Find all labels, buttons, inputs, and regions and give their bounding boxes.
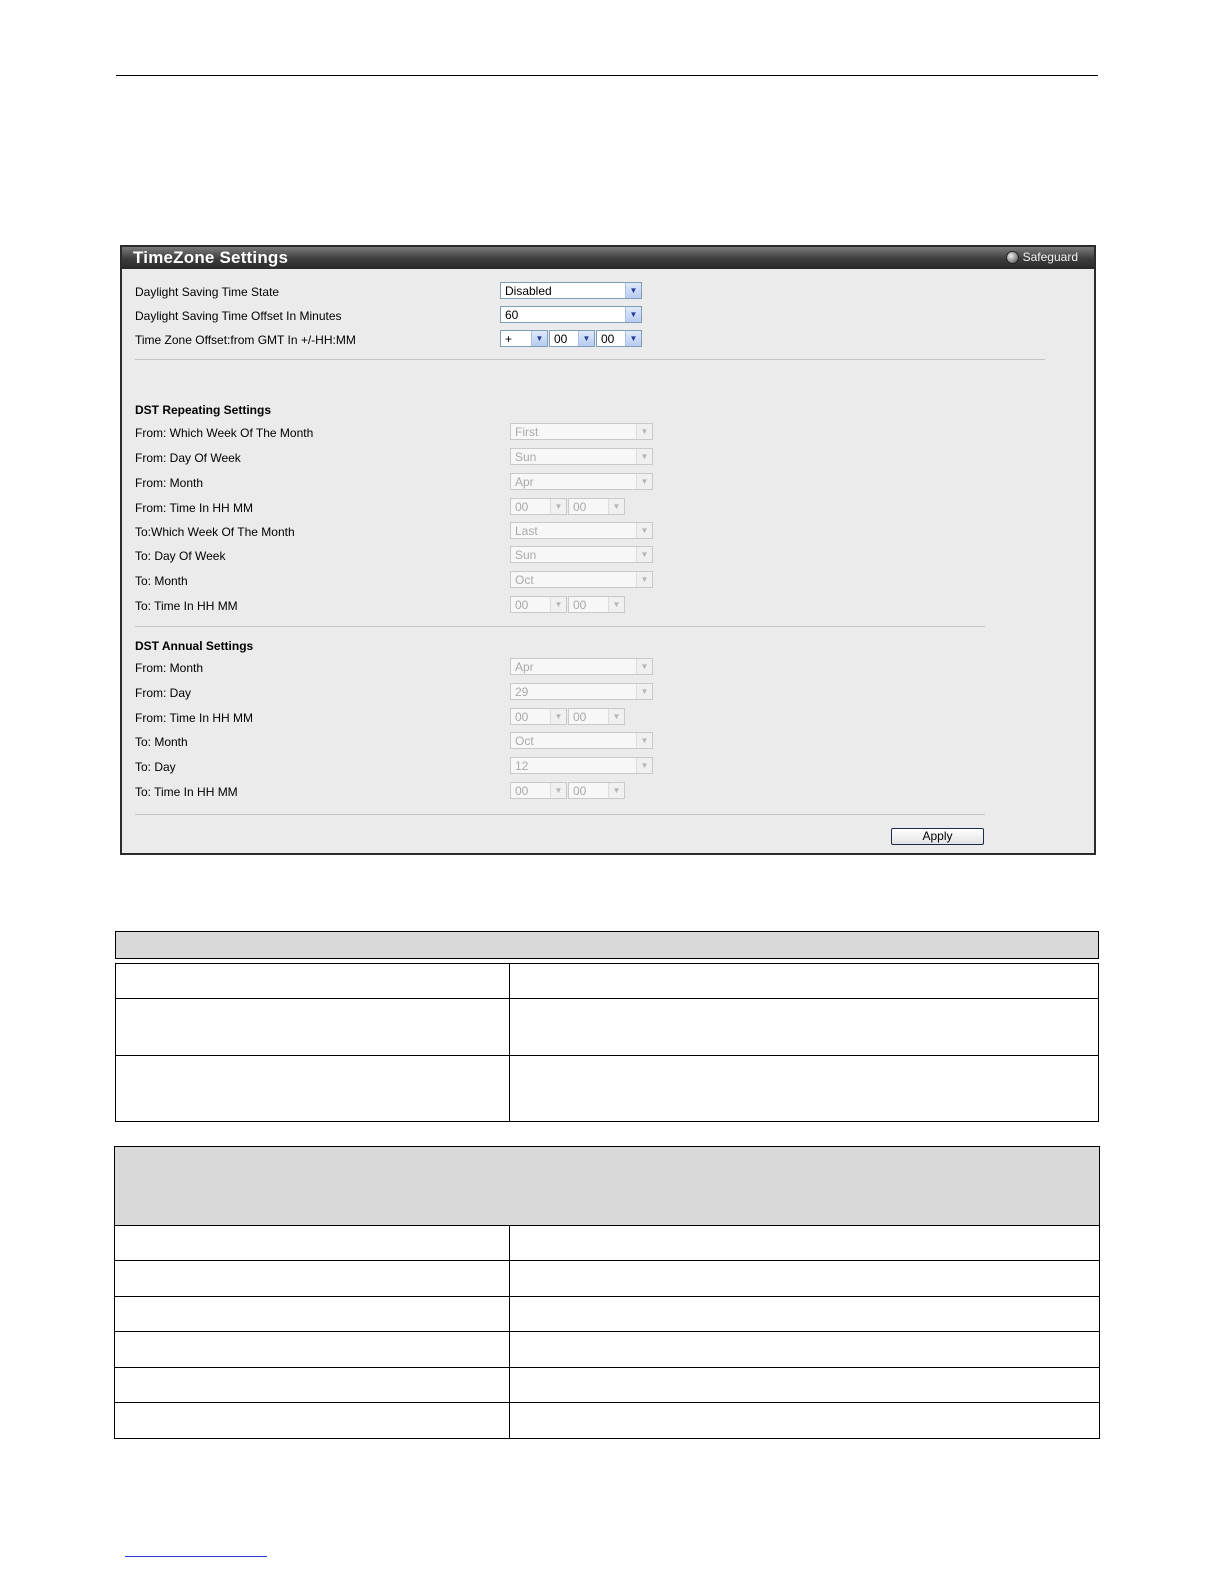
panel-header: [122, 247, 1094, 269]
tz-sign-value: +: [505, 332, 513, 346]
dst-offset-select[interactable]: [500, 306, 642, 323]
ann-from-mm-value: 00: [573, 710, 587, 724]
table-cell: [116, 964, 510, 999]
rep-to-month-value: Oct: [515, 573, 534, 587]
parameter-table-1: [115, 931, 1099, 1122]
rep-to-mm-value: 00: [573, 598, 587, 612]
rep-from-month-select[interactable]: [510, 473, 653, 490]
chevron-down-icon[interactable]: ▼: [636, 523, 652, 538]
table-cell: [510, 1403, 1100, 1439]
table-cell: [510, 1368, 1100, 1403]
table-cell: [510, 999, 1099, 1056]
rep-to-hh-value: 00: [515, 598, 529, 612]
chevron-down-icon[interactable]: ▼: [636, 474, 652, 489]
rep-from-day-label: From: Day Of Week: [135, 451, 241, 465]
rep-from-hh-select[interactable]: [510, 498, 567, 515]
ann-from-hh-value: 00: [515, 710, 529, 724]
table-cell: [115, 1226, 510, 1261]
chevron-down-icon[interactable]: ▼: [608, 597, 624, 612]
table-cell: [115, 1368, 510, 1403]
ann-to-month-label: To: Month: [135, 735, 188, 749]
dst-state-select[interactable]: [500, 282, 642, 299]
ann-to-hh-value: 00: [515, 784, 529, 798]
page-top-rule: [116, 75, 1098, 76]
chevron-down-icon[interactable]: ▼: [578, 331, 594, 346]
rep-to-week-label: To:Which Week Of The Month: [135, 525, 295, 539]
rep-to-time-label: To: Time In HH MM: [135, 599, 238, 613]
dst-offset-value: 60: [505, 308, 519, 322]
chevron-down-icon[interactable]: ▼: [550, 783, 566, 798]
footer-link-underline[interactable]: [125, 1556, 267, 1557]
dst-repeating-heading: DST Repeating Settings: [135, 403, 272, 417]
table-header: [115, 1147, 1100, 1226]
ann-to-month-value: Oct: [515, 734, 534, 748]
chevron-down-icon[interactable]: ▼: [608, 783, 624, 798]
dst-offset-label: Daylight Saving Time Offset In Minutes: [135, 309, 342, 323]
chevron-down-icon[interactable]: ▼: [636, 547, 652, 562]
rep-from-mm-value: 00: [573, 500, 587, 514]
ann-from-time-label: From: Time In HH MM: [135, 711, 254, 725]
rep-to-week-select[interactable]: [510, 522, 653, 539]
ann-to-month-select[interactable]: [510, 732, 653, 749]
rep-to-week-value: Last: [515, 524, 538, 538]
chevron-down-icon[interactable]: ▼: [625, 331, 641, 346]
rep-from-time-label: From: Time In HH MM: [135, 501, 254, 515]
chevron-down-icon[interactable]: ▼: [608, 499, 624, 514]
divider: [135, 814, 985, 815]
table-cell: [116, 999, 510, 1056]
rep-from-mm-select[interactable]: [568, 498, 625, 515]
safeguard-icon: [1006, 251, 1019, 264]
rep-from-week-select[interactable]: [510, 423, 653, 440]
tz-sign-select[interactable]: [500, 330, 548, 347]
ann-to-day-select[interactable]: [510, 757, 653, 774]
dst-state-value: Disabled: [505, 284, 552, 298]
rep-to-month-select[interactable]: [510, 571, 653, 588]
dst-annual-heading: DST Annual Settings: [135, 639, 254, 653]
table-cell: [510, 1226, 1100, 1261]
chevron-down-icon[interactable]: ▼: [636, 758, 652, 773]
table-cell: [510, 964, 1099, 999]
rep-from-week-label: From: Which Week Of The Month: [135, 426, 314, 440]
ann-from-day-select[interactable]: [510, 683, 653, 700]
chevron-down-icon[interactable]: ▼: [550, 499, 566, 514]
divider: [135, 626, 985, 627]
rep-from-day-value: Sun: [515, 450, 537, 464]
chevron-down-icon[interactable]: ▼: [625, 283, 641, 298]
table-cell: [510, 1297, 1100, 1332]
dst-state-label: Daylight Saving Time State: [135, 285, 280, 299]
tz-hh-value: 00: [554, 332, 568, 346]
ann-to-hh-select[interactable]: [510, 782, 567, 799]
parameter-table-2: [114, 1146, 1100, 1439]
safeguard-indicator[interactable]: [1006, 250, 1078, 264]
rep-to-mm-select[interactable]: [568, 596, 625, 613]
ann-to-time-label: To: Time In HH MM: [135, 785, 238, 799]
table-cell: [115, 1297, 510, 1332]
ann-from-month-select[interactable]: [510, 658, 653, 675]
chevron-down-icon[interactable]: ▼: [550, 597, 566, 612]
rep-from-month-value: Apr: [515, 475, 534, 489]
ann-from-mm-select[interactable]: [568, 708, 625, 725]
ann-to-day-label: To: Day: [135, 760, 176, 774]
ann-from-hh-select[interactable]: [510, 708, 567, 725]
timezone-settings-panel: [120, 245, 1096, 855]
rep-to-hh-select[interactable]: [510, 596, 567, 613]
ann-from-day-label: From: Day: [135, 686, 192, 700]
tz-mm-value: 00: [601, 332, 615, 346]
ann-from-month-label: From: Month: [135, 661, 204, 675]
tz-hh-select[interactable]: [549, 330, 595, 347]
chevron-down-icon[interactable]: ▼: [608, 709, 624, 724]
chevron-down-icon[interactable]: ▼: [636, 424, 652, 439]
chevron-down-icon[interactable]: ▼: [636, 684, 652, 699]
divider: [135, 359, 1045, 360]
rep-from-hh-value: 00: [515, 500, 529, 514]
ann-to-day-value: 12: [515, 759, 529, 773]
table-cell: [115, 1261, 510, 1297]
table-cell: [510, 1261, 1100, 1297]
panel-title: TimeZone Settings: [133, 248, 289, 267]
ann-from-month-value: Apr: [515, 660, 534, 674]
chevron-down-icon[interactable]: ▼: [636, 449, 652, 464]
tz-offset-label: Time Zone Offset:from GMT In +/-HH:MM: [135, 333, 356, 347]
table-cell: [115, 1403, 510, 1439]
table-header: [116, 932, 1099, 959]
table-cell: [510, 1056, 1099, 1122]
table-cell: [510, 1332, 1100, 1368]
rep-to-day-label: To: Day Of Week: [135, 549, 226, 563]
chevron-down-icon[interactable]: ▼: [636, 572, 652, 587]
tz-mm-select[interactable]: [596, 330, 642, 347]
rep-to-month-label: To: Month: [135, 574, 188, 588]
ann-from-day-value: 29: [515, 685, 529, 699]
safeguard-label: Safeguard: [1022, 250, 1078, 264]
chevron-down-icon[interactable]: ▼: [550, 709, 566, 724]
rep-from-week-value: First: [515, 425, 539, 439]
chevron-down-icon[interactable]: ▼: [636, 659, 652, 674]
rep-to-day-select[interactable]: [510, 546, 653, 563]
chevron-down-icon[interactable]: ▼: [531, 331, 547, 346]
ann-to-mm-select[interactable]: [568, 782, 625, 799]
chevron-down-icon[interactable]: ▼: [636, 733, 652, 748]
ann-to-mm-value: 00: [573, 784, 587, 798]
table-cell: [116, 1056, 510, 1122]
rep-from-day-select[interactable]: [510, 448, 653, 465]
chevron-down-icon[interactable]: ▼: [625, 307, 641, 322]
apply-button[interactable]: Apply: [891, 828, 984, 845]
table-cell: [115, 1332, 510, 1368]
rep-to-day-value: Sun: [515, 548, 537, 562]
rep-from-month-label: From: Month: [135, 476, 204, 490]
